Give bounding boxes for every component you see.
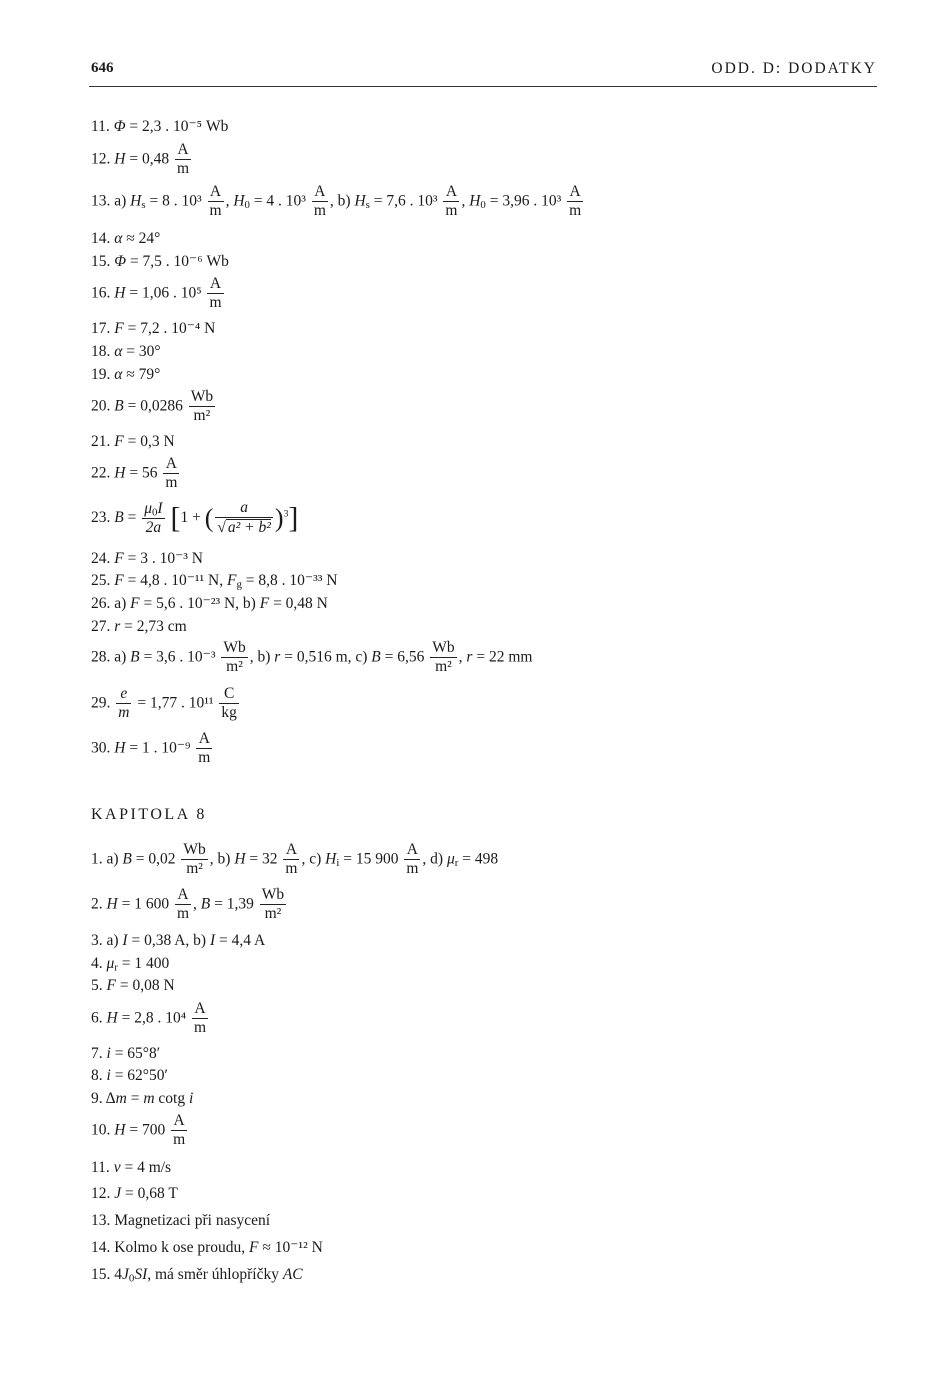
answer-24 — [91, 551, 203, 567]
var-f: F — [114, 550, 124, 567]
fraction: $\frac{A}{m}$ — [209, 275, 222, 312]
var-h: H — [114, 284, 126, 302]
chapter8-answer-8: 8. i = 62°50′ — [91, 1067, 168, 1084]
chapter8-answer-15: 15. $4J_0SI$, má směr úhlopříčky AC — [91, 1266, 303, 1285]
header-rule — [89, 86, 877, 87]
answer-27 — [91, 619, 187, 635]
chapter-heading: KAPITOLA 8 — [91, 806, 207, 823]
answer-number: 20. — [91, 397, 111, 415]
chapter8-answer-2: 2. H = 1 600 $\frac{A}{m}$ , B = 1,39 $\frac{Wb}{\text{m²}}$ — [91, 886, 285, 923]
answer-text: = 6,56 — [384, 648, 425, 666]
var-f: F — [114, 433, 124, 450]
fraction: $\frac{a}{\text{√ a² + b²}}$ — [217, 499, 271, 537]
page-number: 646 — [91, 60, 114, 76]
answer-number: 13. — [91, 1212, 111, 1229]
answer-26: 26. a) F = 5,6 . 10⁻²³ N, b) F = 0,48 N — [91, 595, 328, 612]
var-phi: Φ — [113, 118, 126, 135]
answer-text: = 0,48 N — [273, 595, 328, 612]
answer-number: 30. — [91, 739, 111, 757]
chapter8-answer-9: 9. Δm = m cotg i — [91, 1090, 194, 1107]
var-h: H — [114, 150, 126, 168]
answer-text: = 1 400 — [121, 955, 170, 972]
answer-19 — [91, 367, 160, 383]
answer-number: 17. — [91, 320, 111, 337]
fraction: $\frac{\mu_0I}{2a}$ — [144, 499, 163, 536]
fraction: $\frac{A}{m}$ — [173, 1112, 186, 1149]
answer-text: = 0,516 m, c) — [284, 648, 372, 666]
answer-text: = 2,3 . 10⁻⁵ Wb — [129, 118, 229, 135]
var-alpha: α — [114, 366, 123, 383]
answer-28: 28. a) B = 3,6 . 10⁻³ $\frac{Wb}{\text{m²}}$ , b) r = 0,516 m, c) B = 6,56 $\frac{Wb}{\text{m²}}$ , r = 22 mm — [91, 639, 533, 676]
answer-11 — [91, 119, 228, 135]
answer-15 — [91, 254, 229, 270]
answer-text: = 56 — [129, 464, 158, 482]
answer-text: = 4 m/s — [124, 1159, 172, 1176]
answer-text: = 0,48 — [129, 150, 170, 168]
answer-number: 18. — [91, 343, 111, 360]
answer-22 — [91, 456, 181, 492]
answer-number: 14. — [91, 230, 111, 247]
fraction: $\frac{Wb}{\text{m²}}$ — [183, 841, 206, 878]
fraction: $\frac{A}{m}$ — [569, 183, 582, 220]
answer-text: = 30° — [126, 343, 161, 360]
answer-text: = 8 . 10³ — [149, 192, 202, 210]
answer-text: = 2,8 . 10⁴ — [121, 1009, 187, 1027]
answer-number: 29. — [91, 694, 111, 712]
answer-number: 6. — [91, 1009, 103, 1027]
answer-16 — [91, 276, 226, 312]
var-h: H — [114, 739, 126, 757]
answer-number: 9. — [91, 1090, 103, 1107]
answer-29 — [91, 686, 241, 722]
answer-text: ≈ 10⁻¹² N — [262, 1239, 323, 1256]
chapter8-answer-3: 3. a) I = 0,38 A, b) I = 4,4 A — [91, 932, 266, 949]
answer-text: = 62°50′ — [114, 1067, 168, 1084]
answer-18 — [91, 344, 161, 360]
answer-number: 15. — [91, 253, 111, 270]
var-h: H — [233, 192, 245, 210]
answer-number: 23. — [91, 508, 111, 526]
answer-text: a) — [114, 192, 131, 210]
answer-25: 25. F = 4,8 . 10⁻¹¹ N, $F_g = 8,8$ . 10⁻³³ N — [91, 572, 338, 591]
fraction: $\frac{Wb}{\text{m²}}$ — [432, 639, 455, 676]
chapter8-answer-6: 6. H = 2,8 . 10⁴ $\frac{A}{m}$ — [91, 1000, 207, 1037]
chapter8-answer-14: 14. Kolmo k ose proudu, F ≈ 10⁻¹² N — [91, 1239, 323, 1256]
var-h: H — [130, 192, 142, 210]
answer-14 — [91, 231, 160, 247]
answer-text: = 1 . 10⁻⁹ — [129, 739, 191, 757]
answer-number: 10. — [91, 1121, 111, 1139]
answer-text: = 3,6 . 10⁻³ — [143, 648, 216, 666]
answer-text: 1 + — [180, 508, 205, 526]
answer-12 — [91, 142, 193, 178]
answer-text: ≈ 79° — [126, 366, 161, 383]
answer-text: = 498 — [462, 850, 499, 868]
fraction: $\frac{C}{kg}$ — [221, 685, 237, 722]
fraction: $\frac{A}{m}$ — [209, 183, 222, 220]
answer-text: = 0,3 N — [127, 433, 175, 450]
answer-number: 11. — [91, 1159, 110, 1176]
fraction: $\frac{A}{m}$ — [313, 183, 326, 220]
answer-text: = 0,08 N — [119, 977, 175, 994]
fraction: $\frac{Wb}{\text{m²}}$ — [190, 388, 214, 425]
answer-text: = 7,6 . 10³ — [373, 192, 438, 210]
fraction: $\frac{e}{m}$ — [118, 685, 130, 722]
answer-text: = 0,68 T — [125, 1185, 178, 1202]
answer-number: 19. — [91, 366, 111, 383]
var-alpha: α — [114, 343, 123, 360]
chapter8-answer-1: 1. a) B = 0,02 $\frac{Wb}{\text{m²}}$ , b) H = 32 $\frac{A}{m}$ , c) $H_i = 15$ 900 $\frac{A}{m}$ , d) $\mu_r = 498$ — [91, 841, 499, 878]
chapter8-answer-10: 10. H = 700 $\frac{A}{m}$ — [91, 1112, 186, 1149]
answer-text: = 7,2 . 10⁻⁴ N — [127, 320, 216, 337]
answer-number: 5. — [91, 977, 103, 994]
answer-text: = 3,96 . 10³ — [489, 192, 562, 210]
fraction: $\frac{A}{m}$ — [445, 183, 458, 220]
answer-text: Magnetizaci při nasycení — [114, 1212, 271, 1229]
answer-text: = 22 mm — [476, 648, 533, 666]
answer-text: = 8,8 . 10⁻³³ N — [245, 572, 338, 589]
answer-text: = 0,0286 — [127, 397, 183, 415]
var-phi: Φ — [114, 253, 127, 270]
chapter8-answer-13 — [91, 1213, 270, 1229]
answer-text: = 1,39 — [214, 895, 254, 913]
answer-number: 12. — [91, 1185, 111, 1202]
answer-number: 24. — [91, 550, 111, 567]
answer-text: = 0,02 — [135, 850, 176, 868]
answer-text: = 700 — [129, 1121, 166, 1139]
answer-text: = 1 600 — [121, 895, 170, 913]
answer-number: 2. — [91, 895, 103, 913]
answer-text: = 1,77 . 10¹¹ — [137, 694, 214, 712]
answer-text: ≈ 24° — [126, 230, 161, 247]
answer-number: 25. — [91, 572, 111, 589]
var-r: r — [114, 618, 121, 635]
answer-number: 4. — [91, 955, 103, 972]
var-b: B — [114, 397, 124, 415]
answer-text: = 4,8 . 10⁻¹¹ N, — [127, 572, 228, 589]
fraction: $\frac{A}{m}$ — [176, 886, 190, 923]
section-header: ODD. D: DODATKY — [711, 60, 877, 77]
answer-17 — [91, 321, 215, 337]
answer-text: = 2,73 cm — [124, 618, 187, 635]
fraction: $\frac{A}{m}$ — [165, 455, 178, 492]
var-f: F — [114, 572, 124, 589]
answer-number: 14. — [91, 1239, 111, 1256]
fraction: $\frac{Wb}{\text{m²}}$ — [261, 886, 285, 923]
chapter8-answer-7: 7. i = 65°8′ — [91, 1045, 161, 1062]
answer-number: 11. — [91, 118, 110, 135]
chapter8-answer-5: 5. F = 0,08 N — [91, 977, 175, 994]
answer-text: = 5,6 . 10⁻²³ N, b) — [143, 595, 260, 612]
var-f: F — [114, 320, 124, 337]
answer-number: 13. — [91, 192, 111, 210]
var-h: H — [114, 464, 126, 482]
answer-text: = 0,38 A, b) — [131, 932, 210, 949]
answer-text: = 1,06 . 10⁵ — [129, 284, 202, 302]
answer-20 — [91, 389, 217, 425]
answer-number: 16. — [91, 284, 111, 302]
answer-text: = 15 900 — [343, 850, 399, 868]
chapter8-answer-4: 4. $\mu_r = 1$ 400 — [91, 955, 170, 974]
answer-text: = 4 . 10³ — [253, 192, 306, 210]
answer-number: 22. — [91, 464, 111, 482]
answer-number: 3. — [91, 932, 103, 949]
answer-number: 1. — [91, 850, 103, 868]
fraction: $\frac{A}{m}$ — [193, 1000, 207, 1037]
answer-13: 13. a) $H_s = 8$ . 10³ $\frac{A}{m}$ , $H_0 = 4$ . 10³ $\frac{A}{m}$ , b) $H_s = 7,6$ . 10³ $\frac{A}{m}$ , $H_0 = 3,96$ . 10³ $\frac{A}{m}$ — [91, 183, 582, 220]
answer-21 — [91, 434, 175, 450]
answer-number: 15. — [91, 1266, 111, 1283]
answer-30 — [91, 731, 214, 767]
answer-number: 26. — [91, 595, 111, 612]
answer-text: = 32 — [249, 850, 278, 868]
answer-number: 12. — [91, 150, 111, 168]
answer-text: = 4,4 A — [219, 932, 266, 949]
answer-text: Kolmo k ose proudu, — [114, 1239, 250, 1256]
answer-number: 27. — [91, 618, 111, 635]
bracket: [ — [170, 501, 181, 535]
answer-number: 28. — [91, 648, 111, 666]
answer-number: 7. — [91, 1045, 103, 1062]
fraction: $\frac{A}{m}$ — [198, 730, 211, 767]
fraction: $\frac{A}{m}$ — [176, 141, 190, 178]
answer-text: = 3 . 10⁻³ N — [127, 550, 203, 567]
chapter8-answer-12: 12. J = 0,68 T — [91, 1185, 178, 1202]
answer-23: 23. B = $\frac{\mu_0I}{2a}$ [1 + ( $\frac{a}{\text{√ a² + b²}}$ )$^3$] — [91, 499, 299, 537]
fraction: $\frac{Wb}{\text{m²}}$ — [223, 639, 246, 676]
answer-number: 21. — [91, 433, 111, 450]
answer-text: , má směr úhlopříčky — [147, 1266, 283, 1283]
chapter8-answer-11: 11. v = 4 m/s — [91, 1159, 172, 1176]
var-b: B — [114, 508, 124, 526]
answer-text: = 7,5 . 10⁻⁶ Wb — [129, 253, 229, 270]
fraction: $\frac{A}{m}$ — [406, 841, 419, 878]
fraction: $\frac{A}{m}$ — [285, 841, 298, 878]
answer-number: 8. — [91, 1067, 103, 1084]
answer-text: = 65°8′ — [114, 1045, 161, 1062]
var-alpha: α — [114, 230, 123, 247]
